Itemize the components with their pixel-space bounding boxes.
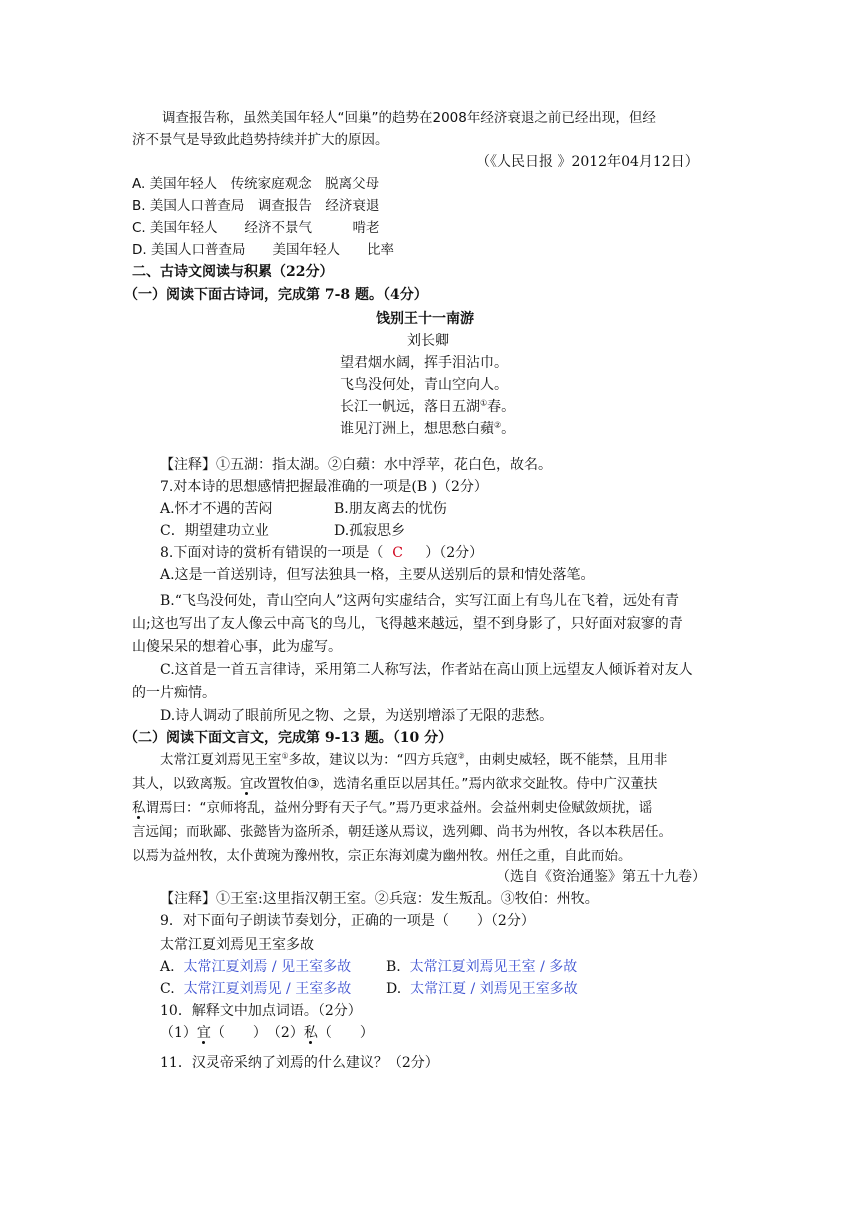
passage-line-3: 私谓焉曰：“京师将乱，益州分野有天子气。”焉乃更求益州。会益州刺史俭赋敛烦扰，谣 [132, 800, 653, 816]
section-2-title: 二、古诗文阅读与积累（22分） [132, 264, 334, 280]
q8-option-b-line-2: 山;这也写出了友人像云中高飞的鸟儿，飞得越来越远，望不到身影了，只好面对寂寥的青 [132, 616, 683, 632]
poem-line-4: 谁见汀洲上，想思愁白蘋②。 [340, 420, 516, 437]
q7-option-a: A.怀才不遇的苦闷 [160, 501, 273, 517]
dotted-word-si: 私 [132, 800, 146, 816]
q9-sentence: 太常江夏刘焉见王室多故 [160, 937, 314, 953]
q9-option-c: C. 太常江夏刘焉见 / 王室多故 [160, 981, 352, 997]
survey-source: （《人民日报 》2012年04月12日） [476, 154, 699, 170]
passage-note: 【注释】①王室:这里指汉朝王室。②兵寇：发生叛乱。③牧伯：州牧。 [160, 891, 599, 907]
q8-answer: C [392, 545, 403, 561]
q8-option-b-line-3: 山傻呆呆的想着心事，此为虚写。 [132, 639, 342, 655]
passage-line-1: 太常江夏刘焉见王室①多故，建议以为：“四方兵寇②，由刺史威轻，既不能禁，且用非 [160, 751, 668, 768]
q8-option-d: D.诗人调动了眼前所见之物、之景，为送别增添了无限的悲愁。 [160, 708, 554, 724]
passage-line-4: 言远闻；而耿鄙、张懿皆为盗所杀，朝廷遂从焉议，选列卿、尚书为州牧，各以本秩居任。 [132, 824, 672, 840]
q9-stem: 9．对下面句子朗读节奏划分，正确的一项是（ ）（2分） [160, 913, 535, 929]
poem-line-2: 飞鸟没何处，青山空向人。 [340, 377, 508, 393]
q10-dotted-si: 私 [303, 1025, 318, 1041]
q9-option-b: B. 太常江夏刘焉见王室 / 多故 [386, 959, 578, 975]
q8-option-c-line-1: C.这首是一首五言律诗，采用第二人称写法，作者站在高山顶上远望友人倾诉着对友人 [160, 662, 693, 678]
q8-option-b-line-1: B.“飞鸟没何处，青山空向人”这两句实虚结合，实写江面上有鸟儿在飞着，远处有青 [160, 593, 680, 609]
q9-option-d: D. 太常江夏 / 刘焉见王室多故 [386, 981, 578, 997]
q10-parts: （1）宜（ ） （2）私（ ） [160, 1025, 374, 1041]
survey-line-2: 济不景气是导致此趋势持续并扩大的原因。 [132, 132, 389, 148]
q7-stem: 7.对本诗的思想感情把握最准确的一项是(B )（2分） [160, 479, 488, 495]
q9-option-a: A. 太常江夏刘焉 / 见王室多故 [160, 959, 352, 975]
poem-line-1: 望君烟水阔，挥手泪沾巾。 [340, 355, 508, 371]
dotted-word-yi: 宜 [240, 776, 254, 792]
q8-stem: 8.下面对诗的赏析有错误的一项是（ C ）（2分） [160, 545, 484, 561]
passage-line-5: 以焉为益州牧，太仆黄琬为豫州牧，宗正东海刘虞为幽州牧。州任之重，自此而始。 [132, 848, 632, 864]
q6-option-c: C. 美国年轻人 经济不景气 啃老 [132, 220, 380, 236]
q11-stem: 11．汉灵帝采纳了刘焉的什么建议？（2分） [160, 1055, 439, 1071]
poem-title: 饯别王十一南游 [376, 311, 474, 327]
part-2-title: （二）阅读下面文言文，完成第 9-13 题。（10 分） [124, 730, 453, 746]
q6-option-b: B. 美国人口普查局 调查报告 经济衰退 [132, 198, 380, 214]
part-1-title: （一）阅读下面古诗词，完成第 7-8 题。（4分） [124, 287, 428, 303]
q7-option-b: B.朋友离去的忧伤 [334, 501, 447, 517]
poem-author: 刘长卿 [407, 333, 449, 349]
survey-line-1: 调查报告称，虽然美国年轻人“回巢”的趋势在2008年经济衰退之前已经出现，但经 [162, 110, 656, 126]
poem-note: 【注释】①五湖：指太湖。②白蘋：水中浮苹，花白色，故名。 [160, 457, 552, 473]
passage-line-2: 其人，以致离叛。宜改置牧伯③，选清名重臣以居其任。”焉内欲求交趾牧。侍中广汉董扶 [132, 776, 658, 792]
poem-line-3: 长江一帆远，落日五湖①春。 [340, 398, 516, 415]
q8-option-a: A.这是一首送别诗，但写法独具一格，主要从送别后的景和情处落笔。 [160, 567, 595, 583]
q10-stem: 10．解释文中加点词语。（2分） [160, 1003, 362, 1019]
q7-option-c: C．期望建功立业 [160, 523, 269, 539]
q6-option-a: A. 美国年轻人 传统家庭观念 脱离父母 [132, 176, 380, 192]
q7-option-d: D.孤寂思乡 [334, 523, 406, 539]
q8-option-c-line-2: 的一片痴情。 [132, 685, 216, 701]
q10-dotted-yi: 宜 [196, 1025, 211, 1041]
passage-source: （选自《资治通鉴》第五十九卷） [496, 869, 706, 885]
q6-option-d: D. 美国人口普查局 美国年轻人 比率 [132, 242, 394, 258]
